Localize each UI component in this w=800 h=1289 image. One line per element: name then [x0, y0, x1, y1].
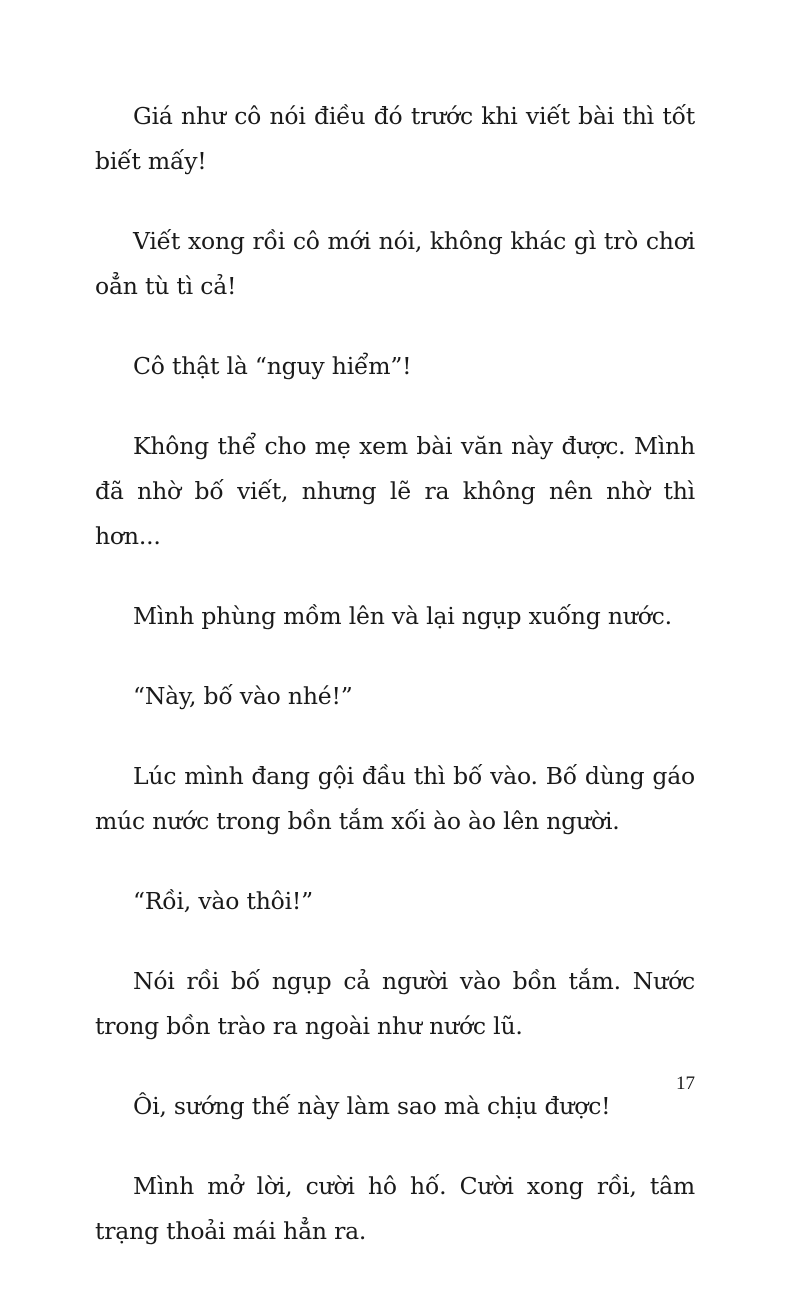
paragraph: Cô thật là “nguy hiểm”! — [133, 352, 412, 380]
paragraph: “Này, bố vào nhé!” — [133, 682, 353, 710]
paragraph: Mình mở lời, cười hô hố. Cười xong rồi, tâm trạng thoải mái hẳn ra. — [95, 1172, 695, 1245]
paragraph: Không thể cho mẹ xem bài văn này được. Mình đã nhờ bố viết, nhưng lẽ ra không nên nhờ thì hơn... — [95, 432, 695, 550]
paragraph: Giá như cô nói điều đó trước khi viết bài thì tốt biết mấy! — [95, 102, 695, 175]
page-number: 17 — [676, 1073, 695, 1094]
paragraph: Lúc mình đang gội đầu thì bố vào. Bố dùng gáo múc nước trong bồn tắm xối ào ào lên người. — [95, 762, 695, 835]
paragraph: Ôi, sướng thế này làm sao mà chịu được! — [133, 1092, 611, 1120]
body-text — [95, 94, 695, 1289]
paragraph: Viết xong rồi cô mới nói, không khác gì trò chơi oẳn tù tì cả! — [95, 227, 695, 300]
paragraph: Nói rồi bố ngụp cả người vào bồn tắm. Nước trong bồn trào ra ngoài như nước lũ. — [95, 967, 695, 1040]
paragraph: “Rồi, vào thôi!” — [133, 887, 313, 915]
paragraph: Mình phùng mồm lên và lại ngụp xuống nước. — [133, 602, 672, 630]
